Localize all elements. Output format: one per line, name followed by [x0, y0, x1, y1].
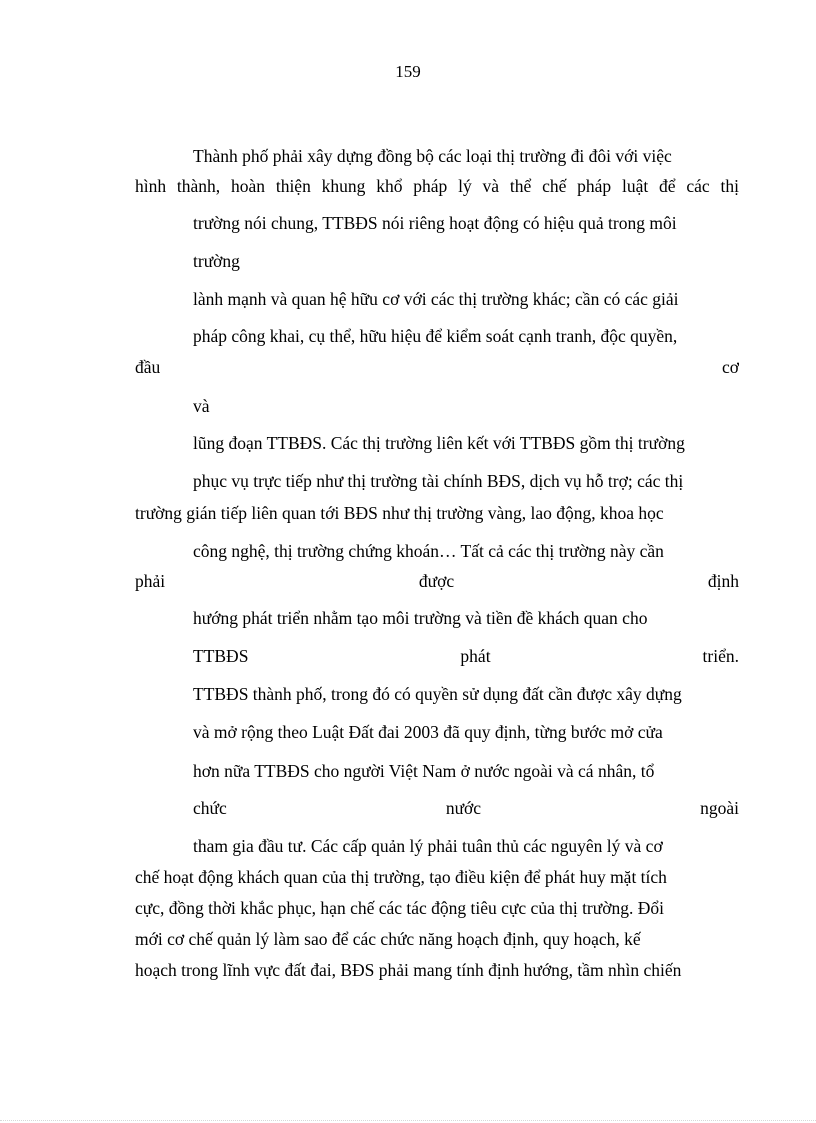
text-line: mới cơ chế quản lý làm sao để các chức năng hoạch định, quy hoạch, kế [135, 929, 641, 949]
text-line: tham gia đầu tư. Các cấp quản lý phải tuân thủ các nguyên lý và cơ [193, 836, 663, 856]
text-line: công nghệ, thị trường chứng khoán… Tất cả các thị trường này cần [193, 541, 664, 561]
text-line: TTBĐS phát triển. [193, 646, 739, 666]
text-line: trường gián tiếp liên quan tới BĐS như thị trường vàng, lao động, khoa học [135, 503, 664, 523]
text-line: cực, đồng thời khắc phục, hạn chế các tác động tiêu cực của thị trường. Đổi [135, 898, 664, 918]
text-line: và mở rộng theo Luật Đất đai 2003 đã quy định, từng bước mở cửa [193, 722, 663, 742]
text-line: pháp công khai, cụ thể, hữu hiệu để kiểm soát cạnh tranh, độc quyền, [193, 326, 678, 346]
text-line: hơn nữa TTBĐS cho người Việt Nam ở nước ngoài và cá nhân, tổ [193, 761, 655, 781]
page-bottom-edge [0, 1120, 816, 1121]
text-line: trường nói chung, TTBĐS nói riêng hoạt động có hiệu quả trong môi [193, 213, 677, 233]
text-line: chế hoạt động khách quan của thị trường, tạo điều kiện để phát huy mặt tích [135, 867, 667, 887]
text-line: chức nước ngoài [193, 798, 739, 818]
text-line: hình thành, hoàn thiện khung khổ pháp lý và thể chế pháp luật để các thị [135, 176, 739, 196]
text-line: hướng phát triển nhằm tạo môi trường và tiền đề khách quan cho [193, 608, 648, 628]
text-line: hoạch trong lĩnh vực đất đai, BĐS phải mang tính định hướng, tầm nhìn chiến [135, 960, 682, 980]
text-line: phục vụ trực tiếp như thị trường tài chính BĐS, dịch vụ hỗ trợ; các thị [193, 471, 684, 491]
page-number: 159 [395, 62, 421, 81]
text-line: TTBĐS thành phố, trong đó có quyền sử dụng đất cần được xây dựng [193, 684, 682, 704]
text-line: Thành phố phải xây dựng đồng bộ các loại thị trường đi đôi với việc [193, 146, 672, 166]
text-line: đầu cơ [135, 357, 739, 377]
text-line: lành mạnh và quan hệ hữu cơ với các thị trường khác; cần có các giải [193, 289, 679, 309]
text-line: trường [193, 251, 240, 271]
text-line: phải được định [135, 571, 739, 591]
text-line: lũng đoạn TTBĐS. Các thị trường liên kết với TTBĐS gồm thị trường [193, 433, 685, 453]
text-line: và [193, 396, 210, 416]
